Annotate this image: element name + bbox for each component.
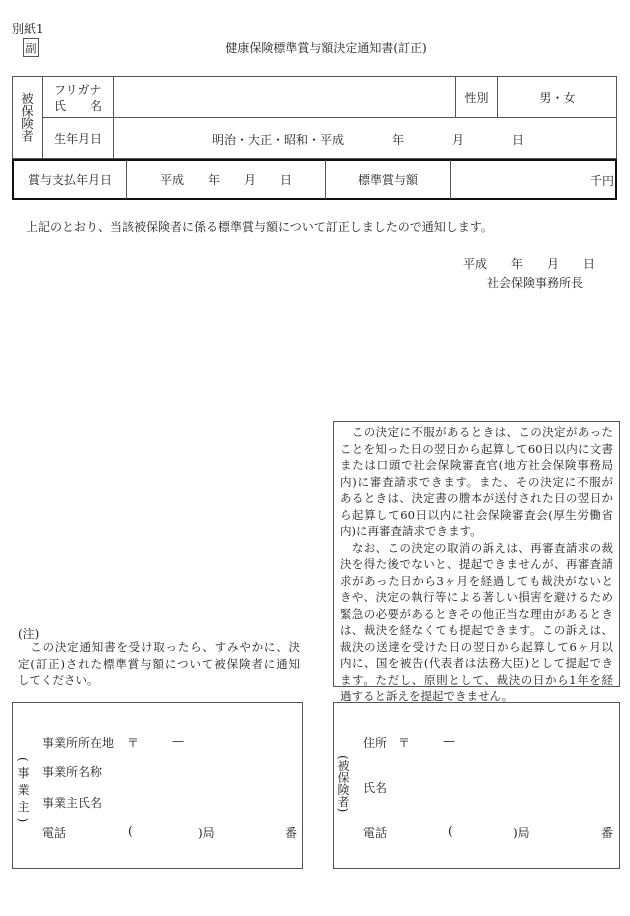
appeal-line: きや、決定の執行等による著しい損害を避けるため: [340, 590, 613, 604]
appeal-line: は、裁決を経なくても提起できます。この訴えは、: [340, 623, 613, 637]
birth-date-field[interactable]: 明治・大正・昭和・平成 年 月 日: [212, 133, 525, 147]
postal-mark: 〒: [127, 736, 140, 750]
appeal-line: ら起算して60日以内に社会保険審査会(厚生労働省: [340, 507, 613, 522]
phone-exchange: )局: [198, 826, 215, 840]
office-name-label: 事業所名称: [42, 765, 103, 779]
appeal-line: なお、この決定の取消の訴えは、再審査請求の裁: [340, 540, 613, 555]
copy-stamp: 副: [23, 38, 39, 57]
pay-date-label: 賞与支払年月日: [27, 173, 112, 187]
employer-label: (事業主): [16, 757, 30, 828]
name-field[interactable]: [114, 77, 455, 117]
phone-label: 電話: [42, 826, 67, 840]
address-label: 住所: [363, 736, 388, 750]
phone-exchange: )局: [513, 826, 530, 840]
note-body: [18, 639, 300, 689]
note-line: 定(訂正)された標準賞与額について被保険者に通知: [18, 656, 300, 671]
phone-number-suffix: 番: [285, 826, 298, 840]
furigana-label: フリガナ: [54, 83, 102, 97]
appeal-line: この決定に不服があるときは、この決定があった: [340, 425, 613, 439]
appeal-line: 決を得た後でないと、提起できませんが、再審査請: [340, 557, 613, 571]
note-line: してください。: [18, 673, 99, 687]
appeal-line: 求があった日から3ヶ月を経過しても裁決がないと: [340, 573, 613, 588]
appeal-line: または口頭で社会保険審査官(地方社会保険事務局: [340, 458, 613, 472]
postal-dash: —: [172, 734, 184, 748]
postal-dash: —: [443, 734, 455, 748]
appeal-line: 緊急の必要があるときその他正当な理由があるとき: [340, 606, 613, 621]
bonus-amount-unit: 千円: [589, 174, 614, 188]
appeal-line: ます。ただし、原則として、裁決の日から1年を経: [340, 672, 613, 687]
appeal-line: 内)に審査請求できます。また、その決定に不服が: [340, 474, 613, 489]
owner-name-label: 事業主氏名: [42, 796, 103, 810]
pay-date-field[interactable]: 平成 年 月 日: [159, 173, 292, 187]
postal-mark: 〒: [398, 736, 411, 750]
phone-number-suffix: 番: [601, 826, 614, 840]
name-label: 氏 名: [54, 99, 103, 113]
document-title: 健康保険標準賞与額決定通知書(訂正): [225, 41, 427, 55]
gender-label: 性別: [464, 90, 489, 105]
issue-date: 平成 年 月 日: [463, 257, 596, 271]
birth-label: 生年月日: [53, 132, 102, 146]
issuer: 社会保険事務所長: [487, 276, 584, 290]
insured-label: (被保険者): [336, 755, 350, 813]
phone-paren-open: (: [448, 824, 453, 838]
appeal-line: 過すると訴えを提起できません。: [340, 689, 514, 703]
notice-sentence: 上記のとおり、当該被保険者に係る標準賞与額について訂正しましたので通知します。: [26, 220, 493, 234]
insured-group-label: 被保険者: [19, 92, 35, 142]
appendix-label: 別紙1: [12, 22, 44, 36]
employer-box: [12, 702, 303, 869]
appeal-line: ことを知った日の翌日から起算して60日以内に文書: [340, 441, 613, 456]
note-heading: (注): [18, 627, 40, 641]
appeal-line: 内)に再審査請求できます。: [340, 524, 482, 538]
bonus-amount-label: 標準賞与額: [357, 173, 418, 187]
phone-label: 電話: [363, 826, 388, 840]
note-line: この決定通知書を受け取ったら、すみやかに、決: [18, 640, 300, 654]
gender-options[interactable]: 男・女: [539, 90, 576, 105]
insured-name-label: 氏名: [363, 781, 388, 795]
appeal-line: 裁決の送達を受けた日の翌日から起算して6ヶ月以: [340, 639, 613, 654]
phone-paren-open: (: [128, 824, 133, 838]
appeal-line: 内に、国を被告(代表者は法務大臣)として提起でき: [340, 656, 613, 670]
office-address-label: 事業所所在地: [42, 736, 115, 750]
appeal-line: あるときは、決定書の謄本が送付された日の翌日か: [340, 491, 613, 505]
appeal-notice-box: [333, 421, 620, 703]
